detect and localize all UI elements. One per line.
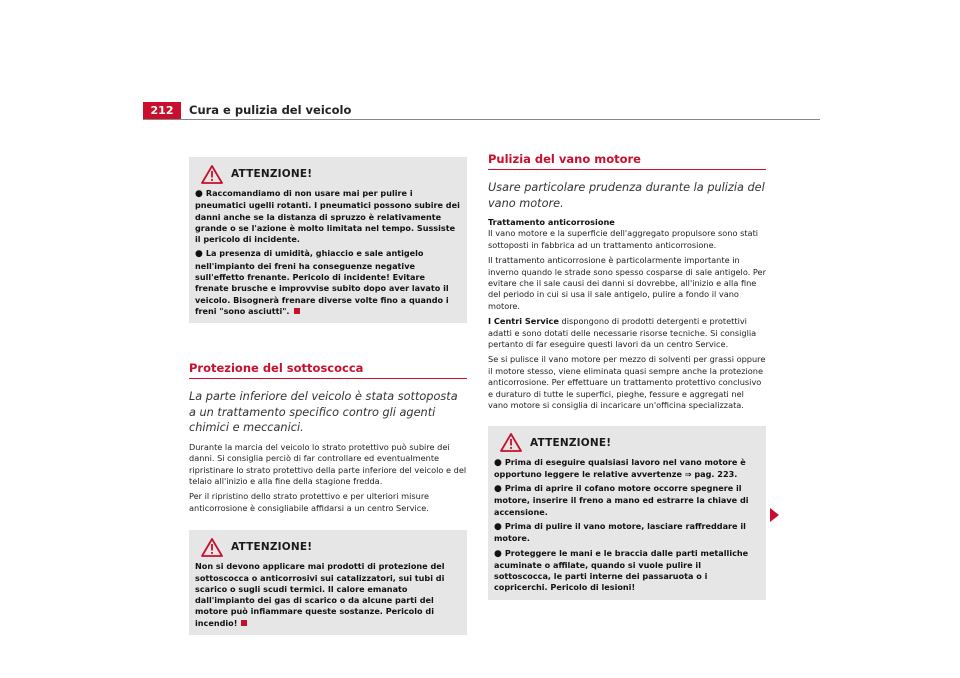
warning-triangle-icon: [500, 433, 522, 452]
warning-box-tires: [189, 157, 467, 323]
bullet-icon: ●: [494, 484, 502, 495]
section-body: [488, 217, 766, 412]
section-underbody: [189, 361, 467, 514]
section-subtitle: La parte inferiore del veicolo è stata sottoposta a un trattamento specifico contro gli agenti chimici e meccanici.: [189, 390, 458, 435]
warning-title: ATTENZIONE!: [231, 168, 313, 180]
section-body: [189, 442, 467, 514]
warning-header: [494, 432, 760, 454]
end-square-icon: [294, 308, 300, 314]
warning-item: ● Proteggere le mani e le braccia dalle parti metalliche acuminate o affilate, quando si vuole pulire il sottoscocca, le parti interne dei passaruota o i copricerchi. Pericolo di lesioni!: [494, 547, 749, 593]
bullet-icon: ●: [494, 457, 502, 468]
chapter-title: Cura e pulizia del veicolo: [189, 103, 352, 117]
warning-item: ● Raccomandiamo di non usare mai per pulire i pneumatici ugelli rotanti. I pneumatici possono subire dei danni anche se la distanza di spruzzo è relativamente grande o se l'azione è molto limitata nel tempo. Sussiste il pericolo di incidente.: [195, 188, 460, 245]
warning-box-engine: [488, 426, 766, 600]
bullet-icon: ●: [195, 189, 203, 199]
warning-title: ATTENZIONE!: [231, 541, 313, 554]
section-engine-bay: [488, 152, 766, 412]
warning-item: ● Prima di pulire il vano motore, lasciare raffreddare il motore.: [494, 520, 746, 544]
warning-triangle-icon: [201, 538, 223, 557]
paragraph: Il trattamento anticorrosione è particolarmente importante in inverno quando le strade sono spesso cosparse di sale antigelo. Per evitare che il sale causi dei danni si dovrebbe, all'inizio e alla fine del periodo in cui si usa il sale antigelo, pulire a fondo il vano motore.: [488, 255, 766, 311]
warning-header: [195, 536, 461, 558]
paragraph: Durante la marcia del veicolo lo strato protettivo può subire dei danni. Si consiglia perciò di far controllare ed eventualmente ripristinare lo strato protettivo della parte inferiore del veicolo e del telaio all'inizio e alla fine della stagione fredda.: [189, 441, 467, 486]
continue-arrow-icon: [770, 508, 779, 522]
warning-box-underbody: [189, 530, 467, 635]
warning-text: Non si devono applicare mai prodotti di protezione del sottoscocca o anticorrosivi sui catalizzatori, sui tubi di scarico o sugli scudi termici. Il calore emanato dall'impianto dei gas di scarico o da alcune parti del motore può infiammare queste sostanze. Pericolo di incendio!: [195, 561, 445, 628]
warning-item: ● Prima di aprire il cofano motore occorre spegnere il motore, inserire il freno a mano ed estrarre la chiave di accensione.: [494, 483, 749, 517]
warning-header: [195, 163, 461, 185]
section-title: Protezione del sottoscocca: [189, 361, 467, 379]
bold-term: I Centri Service: [488, 316, 559, 327]
warning-item: ● Prima di eseguire qualsiasi lavoro nel vano motore è opportuno leggere le relative avvertenze ⇒ pag. 223.: [494, 456, 746, 479]
header-divider: [143, 119, 820, 120]
section-title: Pulizia del vano motore: [488, 152, 766, 170]
warning-item: ● La presenza di umidità, ghiaccio e sale antigelo nell'impianto dei freni ha conseguenze negative sull'effetto frenante. Pericolo di incidente! Evitare frenate brusche e improvvise subito dopo aver lavato il veicolo. Bisognerà frenare diverse volte fino a quando i freni "sono asciutti".: [195, 248, 449, 316]
warning-title: ATTENZIONE!: [530, 436, 612, 449]
paragraph: I Centri Service dispongono di prodotti detergenti e protettivi adatti e sono dotati delle necessarie risorse tecniche. Si consiglia pertanto di far eseguire questi lavori da un centro Service.: [488, 316, 757, 350]
paragraph: Per il ripristino dello strato protettivo e per ulteriori misure anticorrosione è consigliabile affidarsi a un centro Service.: [189, 491, 430, 513]
left-column: [189, 157, 467, 635]
end-square-icon: [241, 620, 247, 626]
paragraph: Il vano motore e la superficie dell'aggregato propulsore sono stati sottoposti in fabbrica ad un trattamento anticorrosione.: [488, 228, 759, 250]
bullet-icon: ●: [494, 548, 502, 559]
page-number: 212: [143, 102, 181, 119]
right-column: [488, 152, 766, 600]
section-subtitle: Usare particolare prudenza durante la pulizia del vano motore.: [488, 181, 765, 210]
paragraph: [488, 217, 766, 228]
bullet-icon: ●: [195, 249, 203, 260]
bullet-icon: ●: [494, 521, 502, 532]
paragraph: Se si pulisce il vano motore per mezzo di solventi per grassi oppure il motore stesso, viene eliminata quasi sempre anche la protezione anticorrosione. Per effettuare un trattamento protettivo conclusivo e duraturo di tutte le superfici, pieghe, fessure e aggregati nel vano motore si consiglia di incaricare un'officina specializzata.: [488, 354, 766, 411]
subheading: Trattamento anticorrosione: [488, 217, 615, 227]
warning-triangle-icon: [201, 165, 223, 184]
